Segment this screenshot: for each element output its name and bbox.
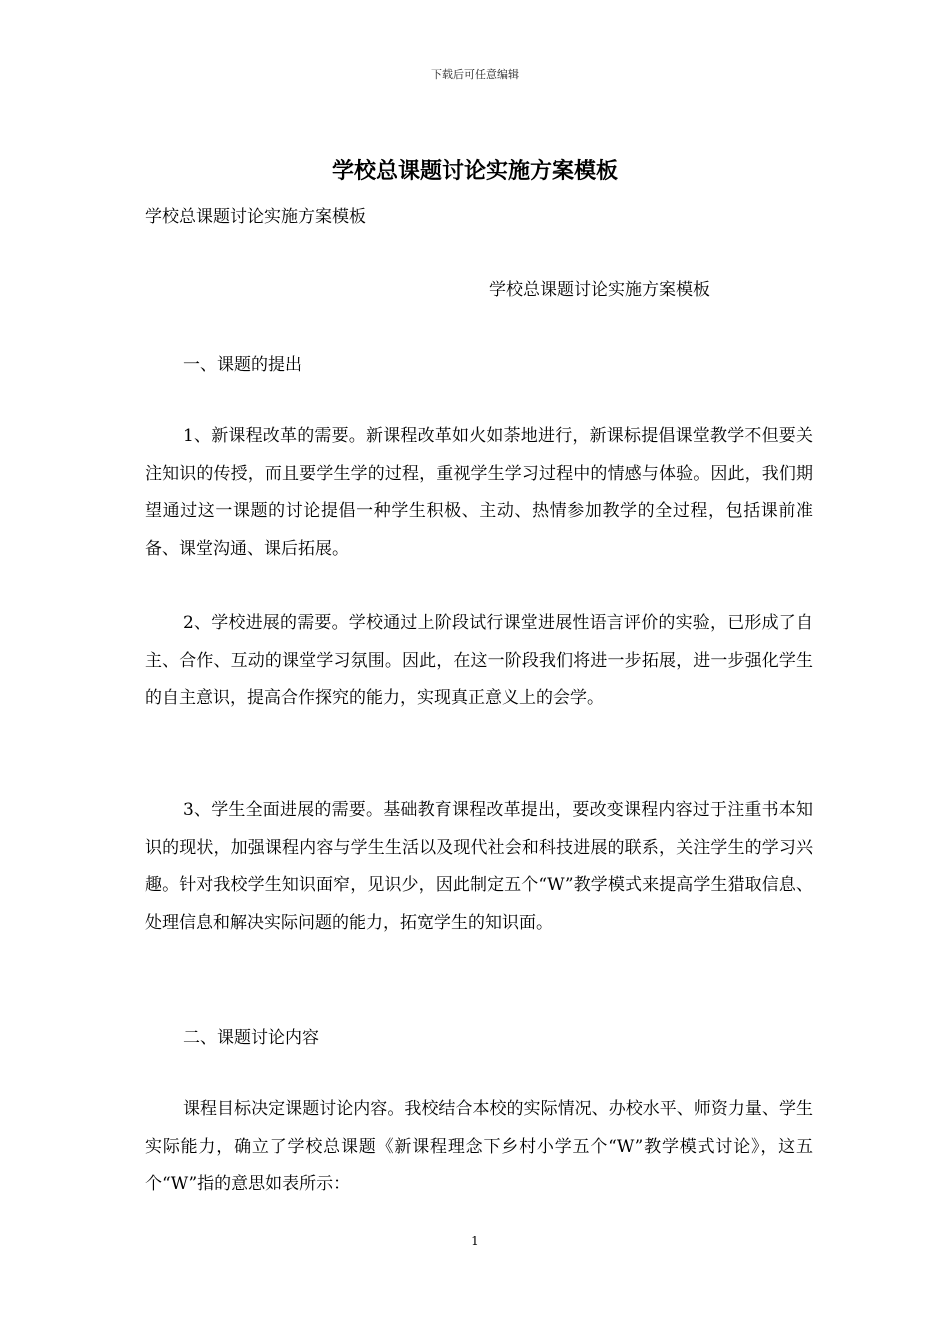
section2-heading: 二、课题讨论内容 xyxy=(183,1028,319,1048)
header-note: 下载后可任意编辑 xyxy=(431,68,519,81)
section1-paragraph-2: 2、学校进展的需要。学校通过上阶段试行课堂进展性语言评价的实验，已形成了自主、合作、互动的课堂学习氛围。因此，在这一阶段我们将进一步拓展，进一步强化学生的自主意识，提高合作探究的能力，实现真正意义上的会学。 xyxy=(145,613,813,708)
section1-paragraph-1: 1、新课程改革的需要。新课程改革如火如荼地进行，新课标提倡课堂教学不但要关注知识的传授，而且要学生学的过程，重视学生学习过程中的情感与体验。因此，我们期望通过这一课题的讨论提倡一种学生积极、主动、热情参加教学的全过程，包括课前准备、课堂沟通、课后拓展。 xyxy=(145,426,813,559)
section1-paragraph-3: 3、学生全面进展的需要。基础教育课程改革提出，要改变课程内容过于注重书本知识的现状，加强课程内容与学生生活以及现代社会和科技进展的联系，关注学生的学习兴趣。针对我校学生知识面窄，见识少，因此制定五个“W”教学模式来提高学生猎取信息、处理信息和解决实际问题的能力，拓宽学生的知识面。 xyxy=(145,800,813,933)
page-number: 1 xyxy=(471,1234,479,1248)
subtitle-right: 学校总课题讨论实施方案模板 xyxy=(489,280,710,300)
document-title: 学校总课题讨论实施方案模板 xyxy=(331,158,618,184)
section1-heading: 一、课题的提出 xyxy=(183,355,302,375)
section2-paragraph-1: 课程目标决定课题讨论内容。我校结合本校的实际情况、办校水平、师资力量、学生实际能力，确立了学校总课题《新课程理念下乡村小学五个“W”教学模式讨论》，这五个“W”指的意思如表所示： xyxy=(145,1099,813,1194)
subtitle-left: 学校总课题讨论实施方案模板 xyxy=(145,207,366,227)
